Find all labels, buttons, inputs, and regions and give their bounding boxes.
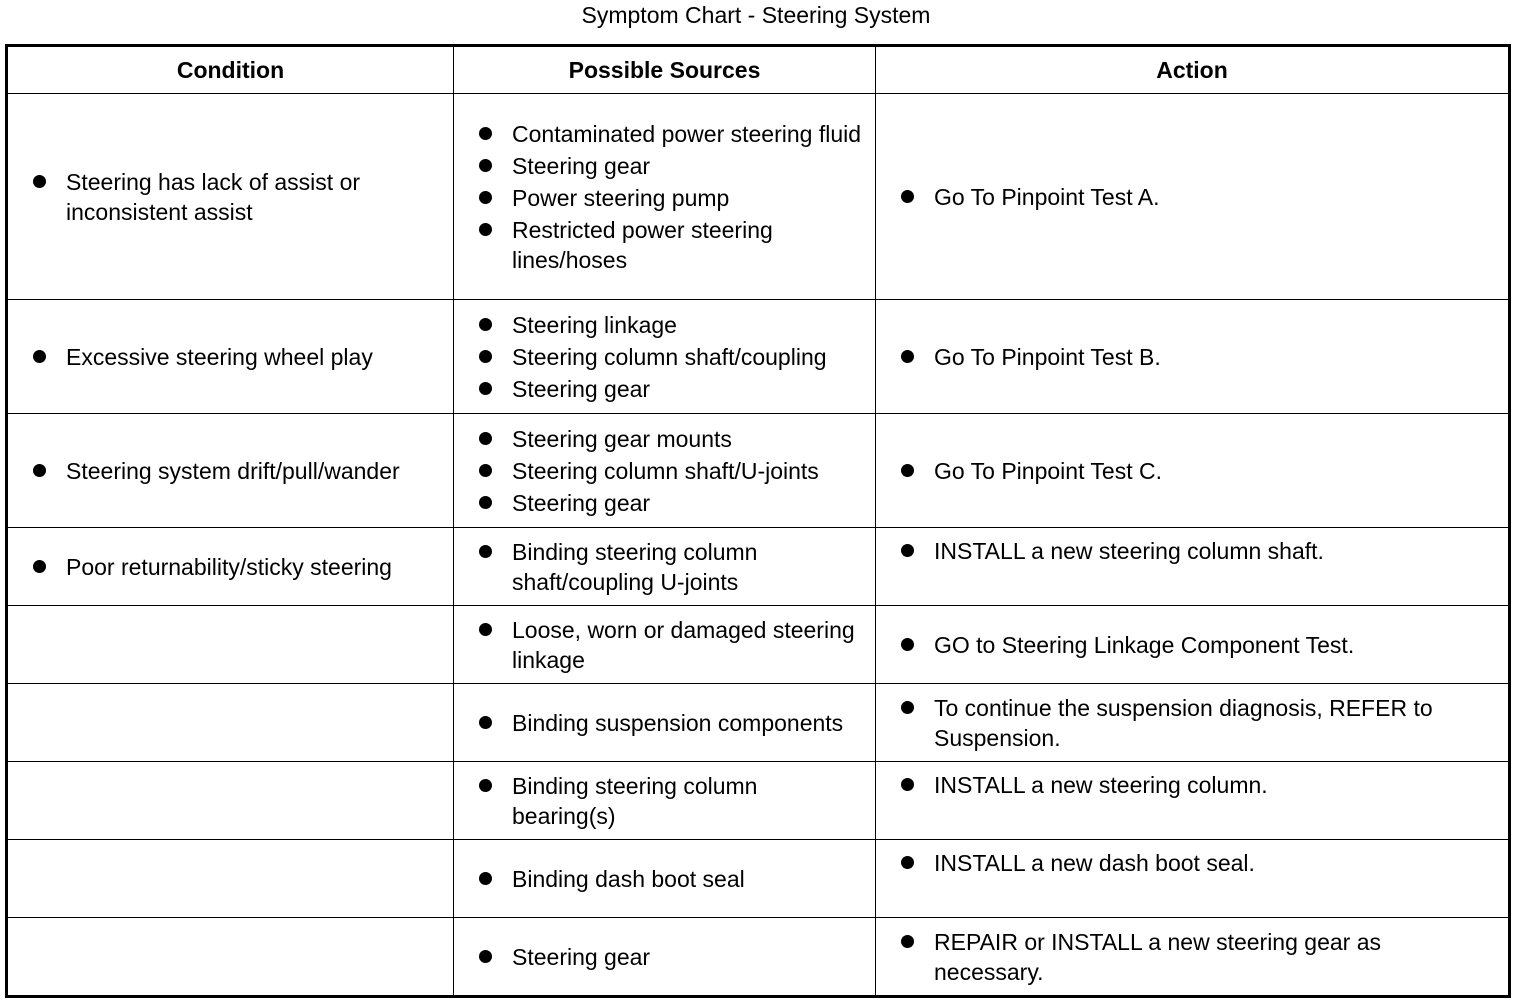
source-item	[454, 215, 875, 275]
bullet-icon	[479, 716, 492, 729]
source-item	[454, 374, 875, 404]
bullet-icon	[479, 872, 492, 885]
bullet-icon	[479, 318, 492, 331]
condition-cell	[7, 528, 454, 606]
source-item	[454, 119, 875, 149]
action-cell	[876, 300, 1510, 414]
source-item	[454, 342, 875, 372]
condition-text: Steering has lack of assist or inconsistent assist	[66, 168, 361, 225]
action-item	[876, 770, 1508, 800]
condition-cell	[7, 94, 454, 300]
source-text: Steering gear mounts	[512, 425, 732, 452]
bullet-icon	[479, 432, 492, 445]
action-cell	[876, 528, 1510, 606]
action-item	[876, 693, 1508, 753]
sources-cell	[454, 840, 876, 918]
bullet-icon	[479, 127, 492, 140]
bullet-icon	[33, 350, 46, 363]
bullet-icon	[33, 464, 46, 477]
action-cell	[876, 606, 1510, 684]
source-item	[454, 488, 875, 518]
bullet-icon	[901, 190, 914, 203]
table-row	[7, 762, 1510, 840]
source-item	[454, 310, 875, 340]
sources-cell	[454, 684, 876, 762]
source-text: Binding suspension components	[512, 709, 844, 736]
source-text: Steering column shaft/coupling	[512, 343, 827, 370]
condition-item	[8, 167, 453, 227]
source-text: Steering linkage	[512, 311, 677, 338]
bullet-icon	[479, 779, 492, 792]
source-text: Steering column shaft/U-joints	[512, 457, 819, 484]
sources-cell	[454, 414, 876, 528]
action-cell	[876, 840, 1510, 918]
sources-cell	[454, 606, 876, 684]
source-text: Steering gear	[512, 375, 651, 402]
action-item	[876, 536, 1508, 566]
action-cell	[876, 684, 1510, 762]
bullet-icon	[901, 350, 914, 363]
action-text: Go To Pinpoint Test A.	[934, 183, 1160, 210]
source-text: Steering gear	[512, 152, 651, 179]
source-item	[454, 424, 875, 454]
bullet-icon	[479, 623, 492, 636]
bullet-icon	[479, 191, 492, 204]
table-row	[7, 606, 1510, 684]
sources-cell	[454, 762, 876, 840]
bullet-icon	[479, 223, 492, 236]
bullet-icon	[33, 560, 46, 573]
symptom-chart-table	[5, 44, 1511, 998]
bullet-icon	[901, 544, 914, 557]
source-text: Steering gear	[512, 489, 651, 516]
table-row	[7, 684, 1510, 762]
action-text: GO to Steering Linkage Component Test.	[934, 631, 1355, 658]
bullet-icon	[479, 159, 492, 172]
bullet-icon	[33, 175, 46, 188]
source-item	[454, 537, 875, 597]
bullet-icon	[479, 350, 492, 363]
source-text: Binding dash boot seal	[512, 865, 745, 892]
table-row	[7, 300, 1510, 414]
source-text: Binding steering column shaft/coupling U-joints	[512, 538, 758, 595]
bullet-icon	[479, 950, 492, 963]
action-cell	[876, 918, 1510, 997]
action-item	[876, 848, 1508, 878]
condition-item	[8, 552, 453, 582]
source-text: Binding steering column bearing(s)	[512, 772, 758, 829]
source-text: Loose, worn or damaged steering linkage	[512, 616, 855, 673]
action-item	[876, 182, 1508, 212]
source-item	[454, 864, 875, 894]
source-item	[454, 942, 875, 972]
sources-cell	[454, 300, 876, 414]
action-cell	[876, 414, 1510, 528]
sources-cell	[454, 918, 876, 997]
sources-cell	[454, 94, 876, 300]
condition-text: Excessive steering wheel play	[66, 343, 373, 370]
condition-text: Steering system drift/pull/wander	[66, 457, 400, 484]
action-text: REPAIR or INSTALL a new steering gear as necessary.	[934, 928, 1381, 985]
source-text: Restricted power steering lines/hoses	[512, 216, 773, 273]
action-cell	[876, 762, 1510, 840]
action-item	[876, 927, 1508, 987]
action-text: INSTALL a new dash boot seal.	[934, 850, 1255, 876]
header-action: Action	[876, 46, 1510, 94]
condition-cell	[7, 684, 454, 762]
action-text: INSTALL a new steering column.	[934, 772, 1268, 798]
table-row	[7, 528, 1510, 606]
bullet-icon	[479, 545, 492, 558]
action-item	[876, 342, 1508, 372]
table-header-row	[7, 46, 1510, 94]
action-item	[876, 630, 1508, 660]
bullet-icon	[901, 638, 914, 651]
action-text: INSTALL a new steering column shaft.	[934, 538, 1324, 564]
condition-cell	[7, 918, 454, 997]
action-text: To continue the suspension diagnosis, REFER to Suspension.	[934, 694, 1433, 751]
table-row	[7, 840, 1510, 918]
bullet-icon	[901, 701, 914, 714]
source-text: Power steering pump	[512, 184, 730, 211]
bullet-icon	[901, 778, 914, 791]
table-row	[7, 414, 1510, 528]
header-possible-sources: Possible Sources	[454, 46, 876, 94]
condition-cell	[7, 414, 454, 528]
condition-cell	[7, 300, 454, 414]
action-cell	[876, 94, 1510, 300]
action-text: Go To Pinpoint Test B.	[934, 343, 1161, 370]
bullet-icon	[901, 464, 914, 477]
condition-item	[8, 342, 453, 372]
bullet-icon	[479, 382, 492, 395]
condition-cell	[7, 840, 454, 918]
condition-cell	[7, 606, 454, 684]
sources-cell	[454, 528, 876, 606]
condition-cell	[7, 762, 454, 840]
source-item	[454, 456, 875, 486]
chart-title: Symptom Chart - Steering System	[581, 2, 931, 28]
bullet-icon	[479, 464, 492, 477]
condition-text: Poor returnability/sticky steering	[66, 553, 392, 580]
source-item	[454, 771, 875, 831]
source-text: Steering gear	[512, 943, 651, 970]
bullet-icon	[479, 496, 492, 509]
bullet-icon	[901, 935, 914, 948]
table-row	[7, 918, 1510, 997]
source-item	[454, 615, 875, 675]
source-item	[454, 151, 875, 181]
condition-item	[8, 456, 453, 486]
source-item	[454, 708, 875, 738]
source-item	[454, 183, 875, 213]
source-text: Contaminated power steering fluid	[512, 120, 862, 147]
table-row	[7, 94, 1510, 300]
header-condition: Condition	[7, 46, 454, 94]
bullet-icon	[901, 856, 914, 869]
action-item	[876, 456, 1508, 486]
action-text: Go To Pinpoint Test C.	[934, 457, 1163, 484]
